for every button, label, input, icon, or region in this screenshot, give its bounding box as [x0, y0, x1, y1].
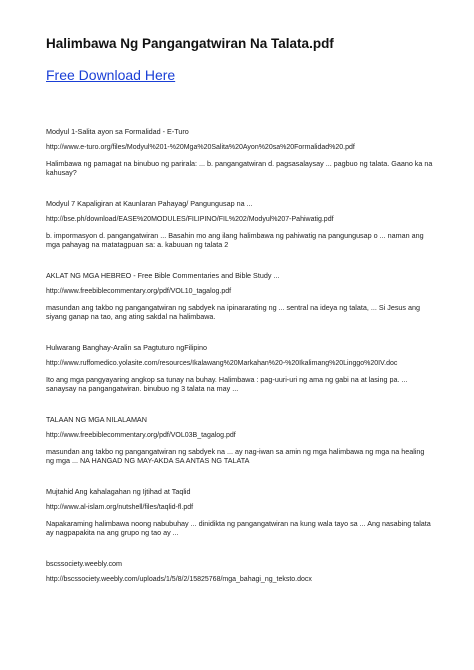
result-title: TALAAN NG MGA NILALAMAN: [46, 415, 147, 424]
results-list: [46, 127, 434, 584]
result-item: [46, 343, 434, 393]
result-item: [46, 415, 434, 465]
result-title: Hulwarang Banghay-Aralin sa Pagtuturo ngFilipino: [46, 343, 208, 352]
result-item: [46, 127, 434, 177]
result-item: [46, 487, 434, 537]
result-title: Mujtahid Ang kahalagahan ng Ijtihad at Taqlid: [46, 487, 191, 496]
result-url[interactable]: http://www.e-turo.org/files/Modyul%201-%20Mga%20Salita%20Ayon%20sa%20Formalidad%20.pdf: [46, 144, 355, 151]
result-title: bscssociety.weebly.com: [46, 559, 123, 568]
result-snippet: Halimbawa ng pamagat na binubuo ng parirala: ... b. pangangatwiran d. pagsasalaysay ... pagbuo ng talata. Gaano ka na kahusay?: [46, 159, 433, 177]
result-title: Modyul 7 Kapaligiran at Kaunlaran Pahayag/ Pangungusap na ...: [46, 199, 253, 208]
result-url[interactable]: http://bscssociety.weebly.com/uploads/1/5/8/2/15825768/mga_bahagi_ng_teksto.docx: [46, 576, 312, 583]
result-snippet: b. impormasyon d. pangangatwiran ... Basahin mo ang ilang halimbawa ng pahiwatig na pangungusap o ... naman ang mga pahayag na matatagpuan sa: a. kabuuan ng talata 2: [46, 231, 424, 249]
result-url[interactable]: http://www.freebiblecommentary.org/pdf/VOL10_tagalog.pdf: [46, 288, 232, 295]
result-url[interactable]: http://www.ruffomedico.yolasite.com/resources/Ikalawang%20Markahan%20-%20Ikalimang%20Linggo%20IV.doc: [46, 360, 398, 367]
result-title: AKLAT NG MGA HEBREO - Free Bible Commentaries and Bible Study ...: [46, 271, 280, 280]
result-url[interactable]: http://www.freebiblecommentary.org/pdf/VOL03B_tagalog.pdf: [46, 432, 236, 439]
free-download-link[interactable]: Free Download Here: [46, 67, 176, 83]
result-title: Modyul 1-Salita ayon sa Formalidad - E-Turo: [46, 127, 189, 136]
result-snippet: masundan ang takbo ng pangangatwiran ng sabdyek na ... ay nag-iwan sa amin ng mga halimbawa ng mga na healing ng mga ... NA HANGAD NG MAY-AKDA SA ANTAS NG TALATA: [46, 447, 425, 465]
result-snippet: Napakaraming halimbawa noong nabubuhay ... dinidikta ng pangangatwiran na kung wala tayo sa ... Ang nasabing talata ay nagpapakita na ang grupo ng tao ay ...: [46, 519, 431, 537]
result-item: [46, 271, 434, 321]
page-title: Halimbawa Ng Pangangatwiran Na Talata.pdf: [46, 36, 334, 51]
result-item: [46, 559, 434, 584]
result-url[interactable]: http://bse.ph/download/EASE%20MODULES/FILIPINO/FIL%202/Modyul%207-Pahiwatig.pdf: [46, 216, 334, 223]
result-item: [46, 199, 434, 249]
result-url[interactable]: http://www.al-islam.org/nutshell/files/taqlid-fl.pdf: [46, 504, 194, 511]
result-snippet: masundan ang takbo ng pangangatwiran ng sabdyek na ipinararating ng ... sentral na ideya ng talata, ... Si Jesus ang siyang ganap na tao, ang ating sakdal na halimbawa.: [46, 303, 421, 321]
result-snippet: Ito ang mga pangyayaring angkop sa tunay na buhay. Halimbawa : pag-uuri-uri ng ama ng gabi na at lasing pa. ... sanaysay na pangangatwiran. binubuo ng 3 talata na may ...: [46, 375, 408, 393]
